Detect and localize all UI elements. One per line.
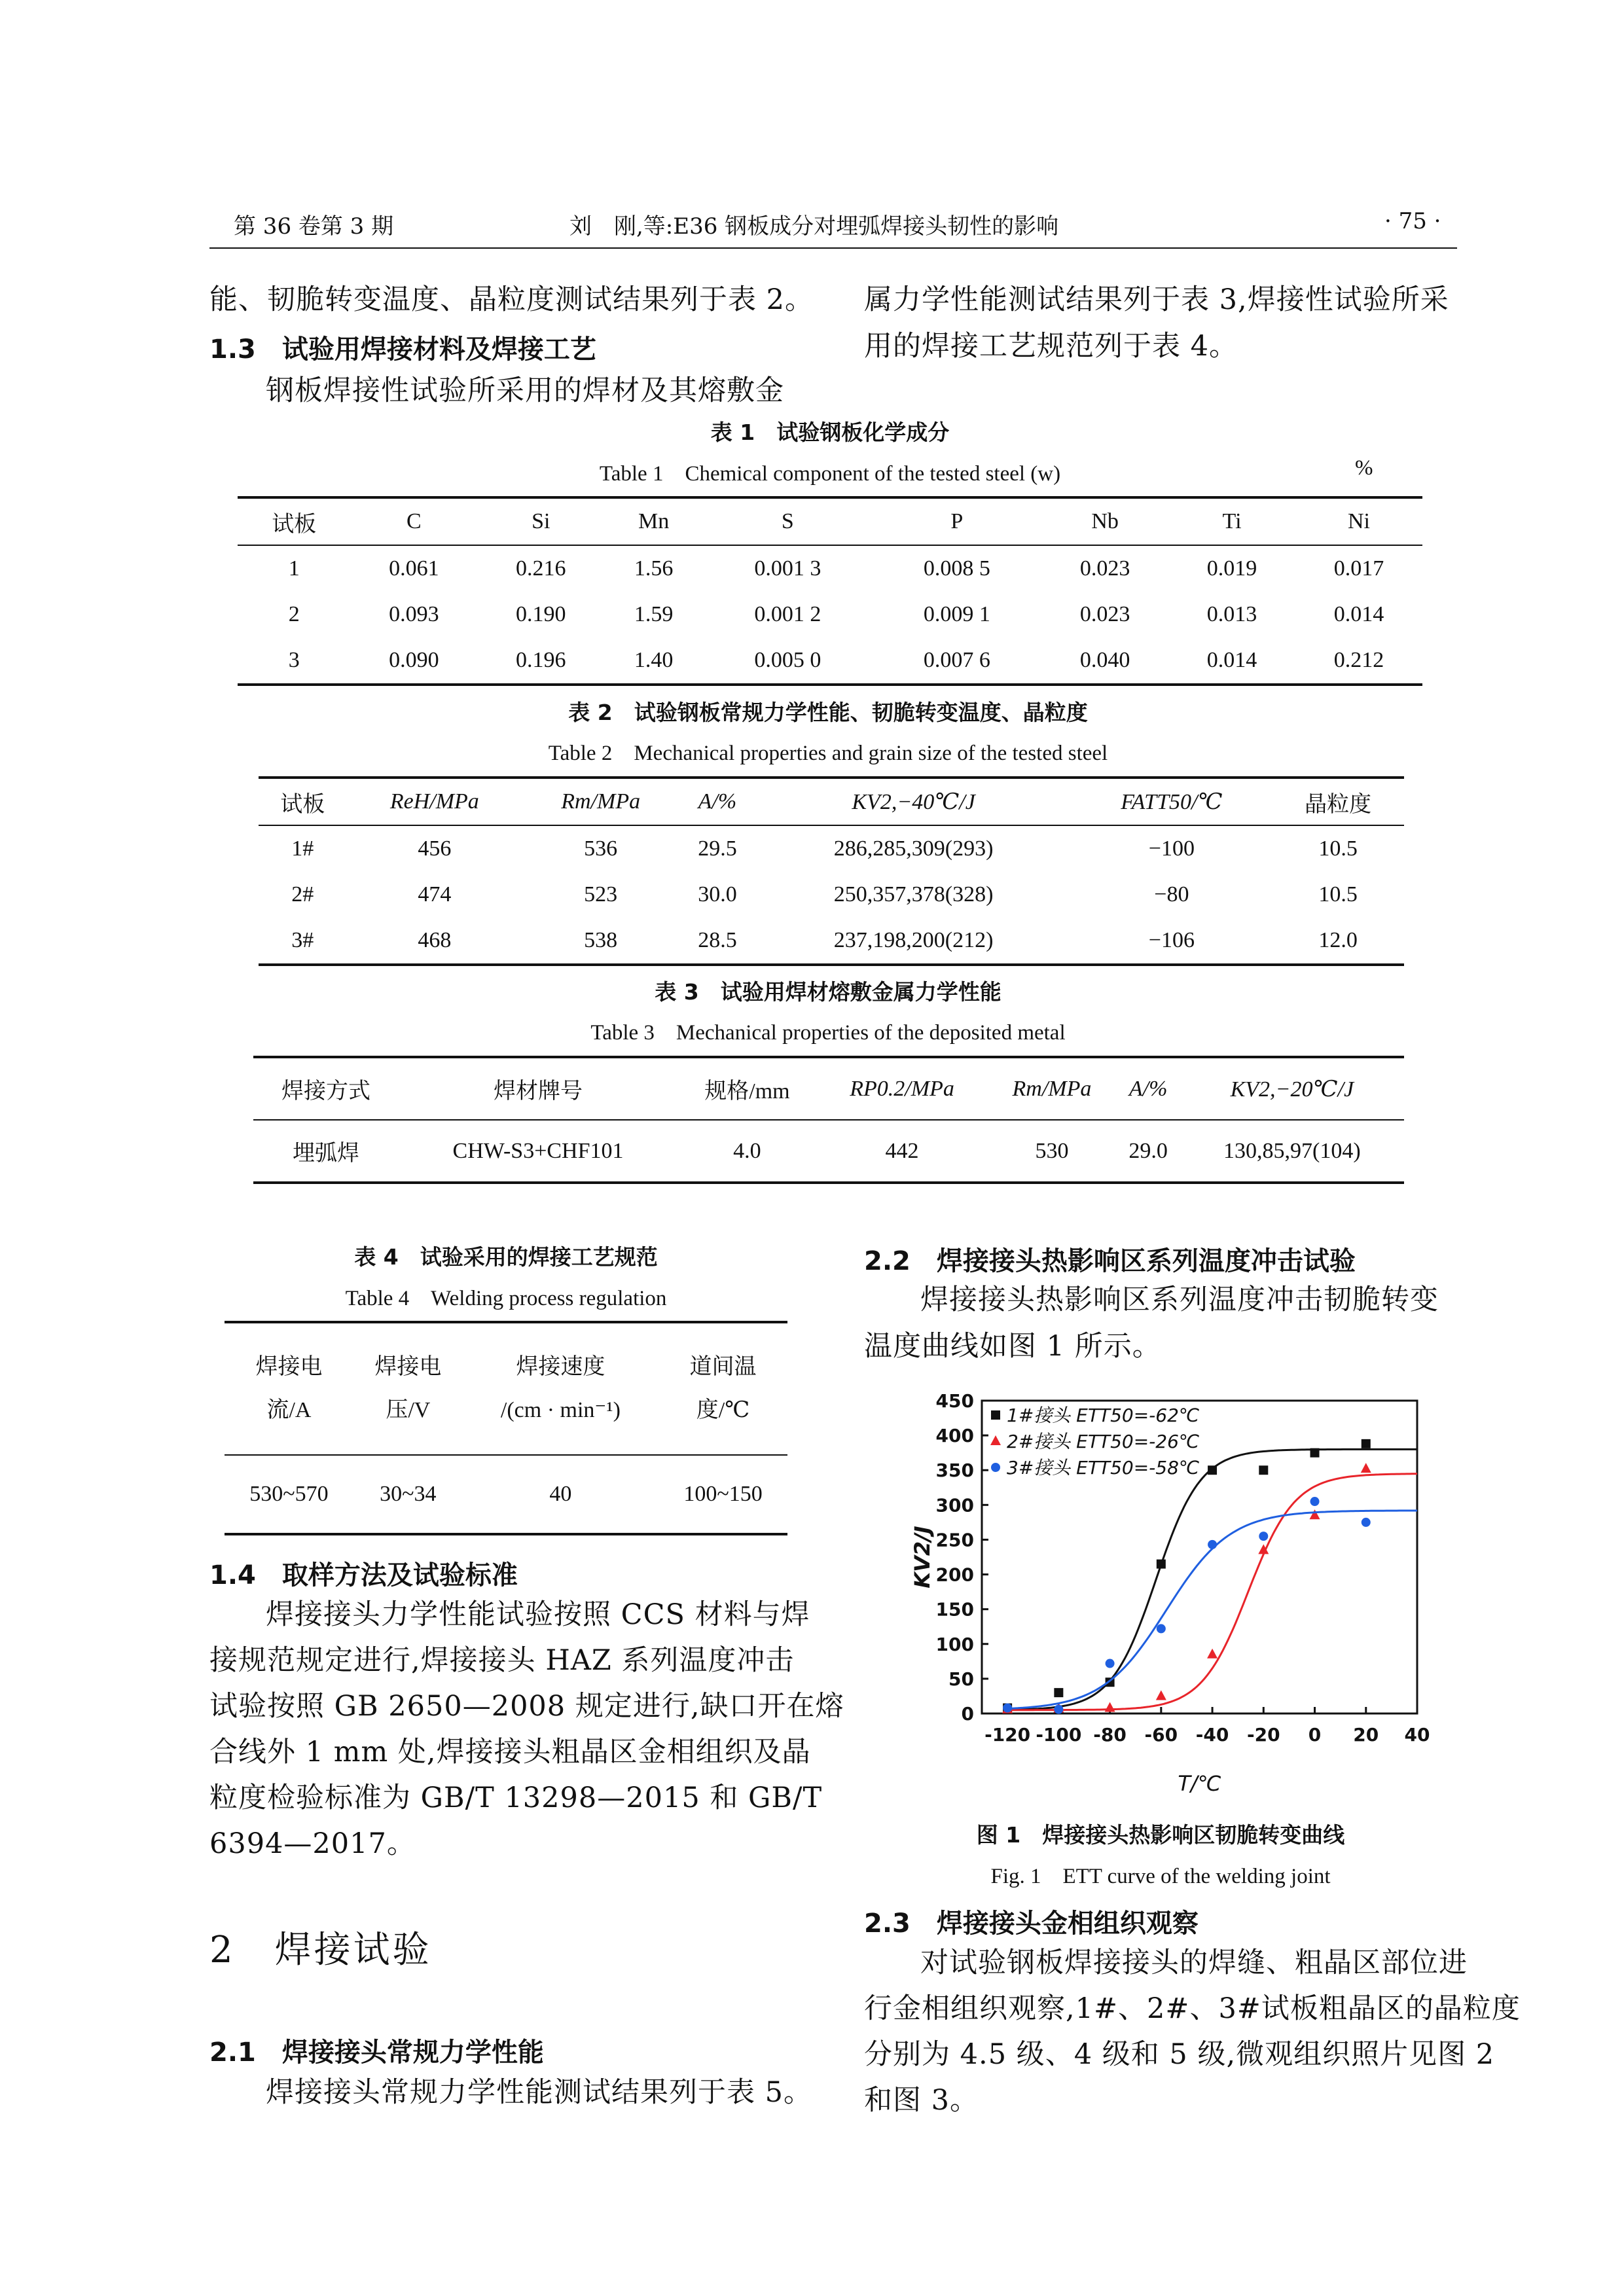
table-cell: 1.56 bbox=[634, 556, 674, 581]
table-cell: 0.216 bbox=[516, 556, 566, 581]
table4-caption-cn: 表 4 试验采用的焊接工艺规范 bbox=[354, 1244, 658, 1270]
y-tick-label: 150 bbox=[935, 1598, 974, 1621]
table-cell: 530~570 bbox=[225, 1455, 353, 1534]
table-cell: 30~34 bbox=[353, 1455, 463, 1534]
y-tick-label: 50 bbox=[948, 1668, 974, 1690]
table-header-cell: ReH/MPa bbox=[346, 778, 522, 825]
table4-caption-en: Table 4 Welding process regulation bbox=[345, 1287, 667, 1310]
data-point bbox=[1362, 1518, 1371, 1527]
table-cell: 4.0 bbox=[677, 1120, 817, 1183]
body-text: 合线外 1 mm 处,焊接接头粗晶区金相组织及晶 bbox=[209, 1736, 811, 1768]
table-row bbox=[225, 1455, 787, 1534]
table-header-cell: 试板 bbox=[259, 778, 346, 825]
table-header-cell: 焊材牌号 bbox=[399, 1057, 677, 1120]
running-header-title: 刘 刚,等:E36 钢板成分对埋弧焊接头韧性的影响 bbox=[569, 213, 1059, 240]
data-point bbox=[1054, 1705, 1063, 1714]
body-text: 焊接接头热影响区系列温度冲击韧脆转变 bbox=[920, 1283, 1439, 1316]
table-row bbox=[253, 1120, 1404, 1183]
table1-unit: % bbox=[1355, 456, 1373, 480]
table-header-cell: KV2,−20℃/J bbox=[1180, 1057, 1404, 1120]
x-tick-label: -80 bbox=[1093, 1724, 1127, 1746]
body-text: 温度曲线如图 1 所示。 bbox=[864, 1330, 1161, 1363]
body-text: 对试验钢板焊接接头的焊缝、粗晶区部位进 bbox=[920, 1946, 1468, 1979]
table-cell: 0.040 bbox=[1041, 637, 1168, 685]
data-point bbox=[1259, 1465, 1268, 1475]
table3-caption-en: Table 3 Mechanical properties of the deposited metal bbox=[590, 1021, 1066, 1045]
table-header-cell: Mn bbox=[604, 497, 703, 545]
chapter-heading: 2 焊接试验 bbox=[209, 1929, 432, 1971]
section-heading-2-2: 2.2 焊接接头热影响区系列温度冲击试验 bbox=[864, 1246, 1356, 1276]
y-axis-label: KV2/J bbox=[910, 1526, 935, 1588]
table-cell: 0.093 bbox=[389, 602, 439, 626]
data-point bbox=[1003, 1704, 1012, 1713]
table-header-cell bbox=[659, 1322, 787, 1455]
y-tick-label: 200 bbox=[935, 1564, 974, 1586]
body-text: 行金相组织观察,1#、2#、3#试板粗晶区的晶粒度 bbox=[864, 1992, 1521, 2025]
table-header-cell: A/% bbox=[1117, 1057, 1180, 1120]
table1-caption-cn: 表 1 试验钢板化学成分 bbox=[710, 420, 950, 445]
header-rule bbox=[209, 247, 1457, 249]
table-cell: 0.019 bbox=[1206, 556, 1257, 581]
header-line: 压/V bbox=[386, 1398, 431, 1422]
data-point bbox=[1259, 1532, 1268, 1541]
x-tick-label: 40 bbox=[1404, 1724, 1430, 1746]
table-header-cell: 焊接方式 bbox=[253, 1057, 399, 1120]
header-line: 焊接电 bbox=[255, 1355, 323, 1379]
table-cell: 28.5 bbox=[679, 918, 756, 965]
table-cell: 100~150 bbox=[659, 1455, 787, 1534]
table-header-cell: Ti bbox=[1168, 497, 1295, 545]
table-header-cell: 规格/mm bbox=[677, 1057, 817, 1120]
table-header-row bbox=[225, 1322, 787, 1455]
section-heading-2-3: 2.3 焊接接头金相组织观察 bbox=[864, 1909, 1199, 1939]
legend-marker bbox=[991, 1410, 1000, 1420]
table-cell: 1.40 bbox=[604, 637, 703, 685]
table-cell: 0.001 2 bbox=[754, 602, 821, 626]
body-text: 6394—2017。 bbox=[209, 1827, 416, 1860]
table-cell: 埋弧焊 bbox=[253, 1120, 399, 1183]
table-cell: 3# bbox=[259, 918, 346, 965]
table1-caption-en: Table 1 Chemical component of the tested steel (w) bbox=[599, 462, 1061, 486]
table-cell: 442 bbox=[817, 1120, 987, 1183]
table-cell: 0.061 bbox=[389, 556, 439, 581]
data-point bbox=[1207, 1649, 1218, 1659]
table-cell: 2# bbox=[291, 882, 314, 906]
legend-marker bbox=[991, 1463, 1000, 1472]
data-point bbox=[1208, 1540, 1217, 1549]
table-header-row bbox=[238, 497, 1422, 545]
table-cell: 0.090 bbox=[350, 637, 477, 685]
table-row bbox=[259, 825, 1404, 872]
table4 bbox=[225, 1321, 787, 1535]
table-cell: 0.005 0 bbox=[703, 637, 873, 685]
x-tick-label: 20 bbox=[1353, 1724, 1379, 1746]
data-point bbox=[1208, 1465, 1217, 1475]
body-text: 属力学性能测试结果列于表 3,焊接性试验所采 bbox=[864, 283, 1449, 316]
table2 bbox=[259, 776, 1404, 966]
table-cell: 538 bbox=[522, 918, 679, 965]
table-cell: 0.023 bbox=[1079, 556, 1130, 581]
table-cell: 0.009 1 bbox=[923, 602, 990, 626]
table-cell: 29.0 bbox=[1117, 1120, 1180, 1183]
table-cell: 2 bbox=[288, 602, 300, 626]
table-cell: 0.023 bbox=[1079, 602, 1130, 626]
data-point bbox=[1310, 1448, 1320, 1458]
table-cell: 523 bbox=[584, 882, 618, 906]
body-text: 能、韧脆转变温度、晶粒度测试结果列于表 2。 bbox=[209, 283, 814, 316]
table-cell: −106 bbox=[1071, 918, 1272, 965]
table-cell: −100 bbox=[1148, 836, 1195, 861]
y-tick-label: 450 bbox=[935, 1390, 974, 1412]
table-cell: 130,85,97(104) bbox=[1180, 1120, 1404, 1183]
body-text: 钢板焊接性试验所采用的焊材及其熔敷金 bbox=[266, 374, 784, 407]
body-text: 焊接接头常规力学性能测试结果列于表 5。 bbox=[266, 2076, 813, 2109]
body-text: 用的焊接工艺规范列于表 4。 bbox=[864, 330, 1238, 363]
table-cell: 456 bbox=[418, 836, 452, 861]
body-text: 和图 3。 bbox=[864, 2084, 979, 2117]
x-tick-label: -40 bbox=[1195, 1724, 1229, 1746]
table-row bbox=[238, 637, 1422, 685]
table-cell: 0.196 bbox=[477, 637, 604, 685]
y-tick-label: 100 bbox=[935, 1633, 974, 1655]
series-fit-curve bbox=[1007, 1449, 1417, 1710]
y-tick-label: 0 bbox=[961, 1703, 974, 1725]
x-tick-label: -100 bbox=[1036, 1724, 1082, 1746]
data-point bbox=[1054, 1688, 1063, 1697]
table-header-cell: Si bbox=[477, 497, 604, 545]
table-cell: 0.014 bbox=[1333, 602, 1384, 626]
page-number: · 75 · bbox=[1384, 208, 1441, 234]
section-heading-1-3: 1.3 试验用焊接材料及焊接工艺 bbox=[209, 334, 596, 365]
data-point bbox=[1361, 1463, 1371, 1473]
table-cell: 30.0 bbox=[698, 882, 737, 906]
figure1-caption-cn: 图 1 焊接接头热影响区韧脆转变曲线 bbox=[976, 1822, 1345, 1848]
ett-chart bbox=[903, 1381, 1440, 1813]
table-header-cell: S bbox=[703, 497, 873, 545]
table-header-cell: A/% bbox=[679, 778, 756, 825]
data-point bbox=[1157, 1624, 1166, 1633]
table-cell: 237,198,200(212) bbox=[756, 918, 1072, 965]
section-heading-2-1: 2.1 焊接接头常规力学性能 bbox=[209, 2037, 544, 2068]
table-cell: 10.5 bbox=[1318, 836, 1358, 861]
y-tick-label: 300 bbox=[935, 1494, 974, 1516]
table-header-cell: Rm/MPa bbox=[522, 778, 679, 825]
table-cell: 1 bbox=[288, 556, 300, 581]
table-header-cell: Ni bbox=[1295, 497, 1422, 545]
table-header-cell: FATT50/℃ bbox=[1071, 778, 1272, 825]
table2-caption-en: Table 2 Mechanical properties and grain size of the tested steel bbox=[548, 742, 1108, 765]
table-header-cell: P bbox=[873, 497, 1042, 545]
table1 bbox=[238, 496, 1422, 686]
table-cell: 0.212 bbox=[1295, 637, 1422, 685]
header-line: 焊接速度 bbox=[516, 1355, 605, 1379]
table-cell: 0.008 5 bbox=[923, 556, 990, 581]
header-line: 度/℃ bbox=[696, 1398, 750, 1422]
x-tick-label: -120 bbox=[984, 1724, 1031, 1746]
table-cell: 3 bbox=[238, 637, 350, 685]
table-cell: 468 bbox=[346, 918, 522, 965]
figure1-caption-en: Fig. 1 ETT curve of the welding joint bbox=[990, 1865, 1331, 1888]
table-cell: 474 bbox=[418, 882, 452, 906]
x-tick-label: 0 bbox=[1308, 1724, 1322, 1746]
body-text: 试验按照 GB 2650—2008 规定进行,缺口开在熔 bbox=[209, 1690, 844, 1723]
data-point bbox=[1362, 1439, 1371, 1448]
legend-label: 1#接头 ETT50=-62℃ bbox=[1007, 1405, 1200, 1426]
data-point bbox=[1106, 1659, 1115, 1668]
header-line: 流/A bbox=[266, 1398, 312, 1422]
data-point bbox=[1105, 1702, 1115, 1712]
table-row bbox=[259, 872, 1404, 918]
table-cell: 12.0 bbox=[1272, 918, 1404, 965]
table-header-cell: Rm/MPa bbox=[987, 1057, 1116, 1120]
x-axis-label: T/℃ bbox=[1178, 1771, 1221, 1796]
series-fit-curve bbox=[1007, 1474, 1417, 1710]
table-cell: 10.5 bbox=[1318, 882, 1358, 906]
legend-label: 3#接头 ETT50=-58℃ bbox=[1007, 1457, 1200, 1479]
header-line: /(cm · min⁻¹) bbox=[500, 1398, 621, 1422]
table-cell: 0.190 bbox=[516, 602, 566, 626]
section-heading-1-4: 1.4 取样方法及试验标准 bbox=[209, 1560, 518, 1590]
table-cell: 0.013 bbox=[1206, 602, 1257, 626]
header-line: 焊接电 bbox=[374, 1355, 442, 1379]
table3 bbox=[253, 1056, 1404, 1184]
table-header-cell: RP0.2/MPa bbox=[817, 1057, 987, 1120]
table3-caption-cn: 表 3 试验用焊材熔敷金属力学性能 bbox=[655, 979, 1001, 1005]
table-cell: 0.001 3 bbox=[754, 556, 821, 581]
table-cell: 536 bbox=[584, 836, 618, 861]
body-text: 焊接接头力学性能试验按照 CCS 材料与焊 bbox=[266, 1598, 810, 1631]
table-cell: 286,285,309(293) bbox=[833, 836, 994, 861]
table-header-cell: C bbox=[350, 497, 477, 545]
legend-label: 2#接头 ETT50=-26℃ bbox=[1007, 1431, 1200, 1452]
table-cell: 1# bbox=[291, 836, 314, 861]
table-cell: 1.59 bbox=[634, 602, 674, 626]
table-cell: 0.014 bbox=[1168, 637, 1295, 685]
data-point bbox=[1310, 1497, 1320, 1506]
table-cell: CHW-S3+CHF101 bbox=[399, 1120, 677, 1183]
running-header-volume: 第 36 卷第 3 期 bbox=[234, 213, 394, 240]
table-row bbox=[259, 918, 1404, 965]
data-point bbox=[1156, 1690, 1166, 1700]
body-text: 分别为 4.5 级、4 级和 5 级,微观组织照片见图 2 bbox=[864, 2038, 1495, 2071]
table-header-cell bbox=[225, 1322, 353, 1455]
table-cell: 0.007 6 bbox=[873, 637, 1042, 685]
table-header-row bbox=[259, 778, 1404, 825]
table2-caption-cn: 表 2 试验钢板常规力学性能、韧脆转变温度、晶粒度 bbox=[568, 700, 1088, 725]
data-point bbox=[1310, 1509, 1320, 1519]
table-cell: −80 bbox=[1154, 882, 1189, 906]
table-header-cell: 试板 bbox=[238, 497, 350, 545]
table-header-cell: KV2,−40℃/J bbox=[756, 778, 1072, 825]
legend-marker bbox=[990, 1435, 1001, 1445]
x-tick-label: -20 bbox=[1246, 1724, 1280, 1746]
y-tick-label: 350 bbox=[935, 1460, 974, 1482]
table-header-cell bbox=[463, 1322, 659, 1455]
table-header-cell bbox=[353, 1322, 463, 1455]
table-cell: 0.017 bbox=[1333, 556, 1384, 581]
table-cell: 29.5 bbox=[698, 836, 737, 861]
y-tick-label: 400 bbox=[935, 1425, 974, 1447]
table-cell: 40 bbox=[463, 1455, 659, 1534]
table-cell: 530 bbox=[987, 1120, 1116, 1183]
body-text: 接规范规定进行,焊接接头 HAZ 系列温度冲击 bbox=[209, 1644, 795, 1677]
header-line: 道间温 bbox=[689, 1355, 757, 1379]
table-cell: 250,357,378(328) bbox=[833, 882, 994, 906]
y-tick-label: 250 bbox=[935, 1529, 974, 1551]
table-header-cell: 晶粒度 bbox=[1272, 778, 1404, 825]
table-header-cell: Nb bbox=[1041, 497, 1168, 545]
data-point bbox=[1157, 1560, 1166, 1569]
body-text: 粒度检验标准为 GB/T 13298—2015 和 GB/T bbox=[209, 1782, 823, 1814]
x-tick-label: -60 bbox=[1144, 1724, 1178, 1746]
table-row bbox=[238, 545, 1422, 592]
table-header-row bbox=[253, 1057, 1404, 1120]
table-row bbox=[238, 592, 1422, 637]
